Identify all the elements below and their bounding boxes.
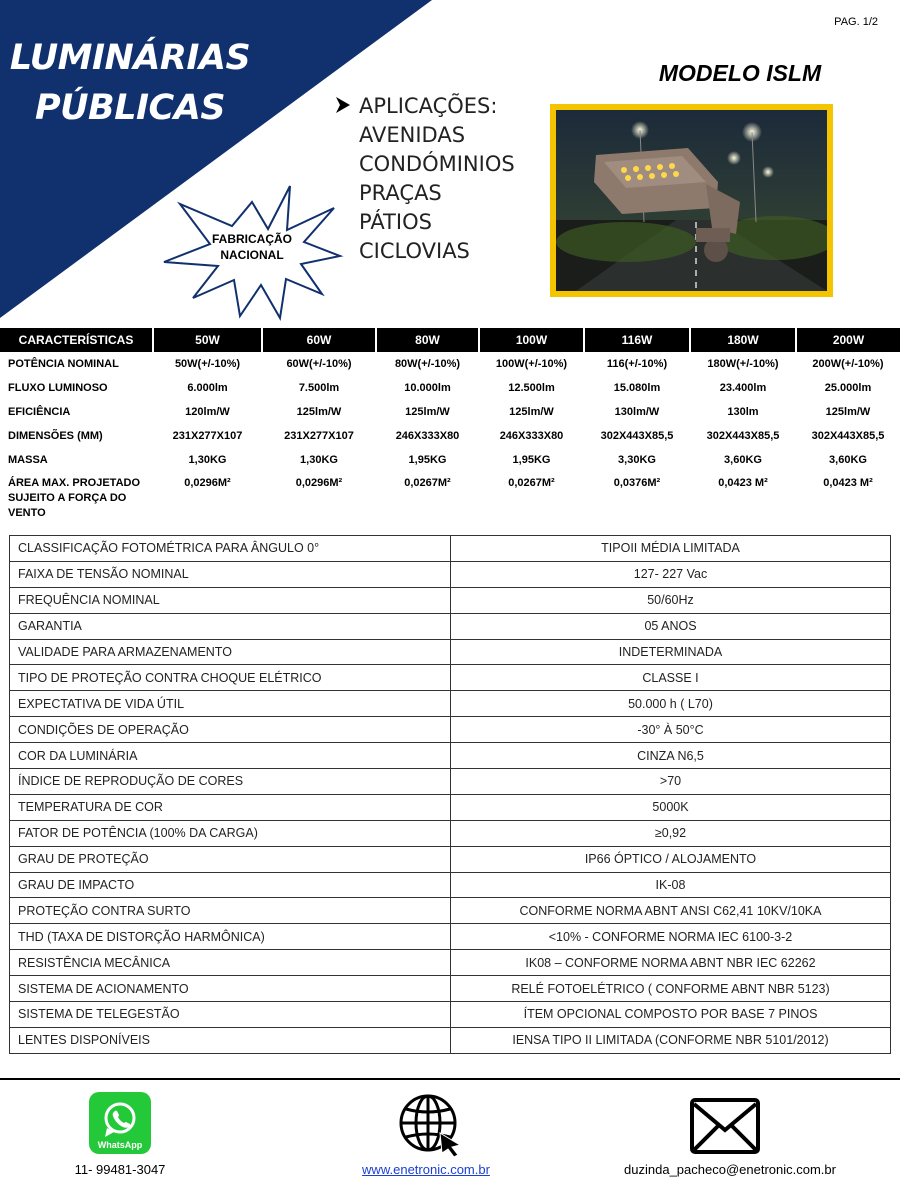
- detail-value: CINZA N6,5: [451, 743, 891, 769]
- row-label: DIMENSÕES (MM): [8, 430, 103, 442]
- column-header: 200W: [796, 328, 900, 352]
- table-row: [10, 587, 891, 613]
- table-cell: 302X443X85,5: [600, 430, 674, 442]
- page-title-line-2: PÚBLICAS: [34, 88, 226, 128]
- table-cell: 231X277X107: [284, 430, 354, 442]
- table-row: [10, 613, 891, 639]
- badge-text-line-1: FABRICAÇÃO: [212, 232, 292, 246]
- table-row: [10, 924, 891, 950]
- table-cell: 0,0296M²: [184, 477, 231, 489]
- detail-value: 05 ANOS: [451, 613, 891, 639]
- detail-label: SISTEMA DE ACIONAMENTO: [10, 976, 451, 1002]
- column-header: 80W: [376, 328, 479, 352]
- table-row: [10, 691, 891, 717]
- detail-value: ÍTEM OPCIONAL COMPOSTO POR BASE 7 PINOS: [451, 1002, 891, 1028]
- table-cell: 302X443X85,5: [706, 430, 780, 442]
- detail-value: ≥0,92: [451, 820, 891, 846]
- detail-label: RESISTÊNCIA MECÂNICA: [10, 950, 451, 976]
- detail-label: CLASSIFICAÇÃO FOTOMÉTRICA PARA ÂNGULO 0°: [10, 536, 451, 562]
- page-title-line-1: LUMINÁRIAS: [9, 38, 251, 78]
- detail-label: LENTES DISPONÍVEIS: [10, 1027, 451, 1053]
- detail-label: COR DA LUMINÁRIA: [10, 743, 451, 769]
- table-row: [10, 1027, 891, 1053]
- detail-label: GARANTIA: [10, 613, 451, 639]
- column-header: 60W: [262, 328, 376, 352]
- detail-label: EXPECTATIVA DE VIDA ÚTIL: [10, 691, 451, 717]
- detail-label: GRAU DE PROTEÇÃO: [10, 846, 451, 872]
- column-header: 180W: [690, 328, 796, 352]
- table-cell: 3,30KG: [618, 454, 656, 466]
- table-row: [10, 1002, 891, 1028]
- detail-value: IENSA TIPO II LIMITADA (CONFORME NBR 5101/2012): [451, 1027, 891, 1053]
- table-row: [10, 976, 891, 1002]
- table-cell: 0,0267M²: [404, 477, 451, 489]
- detail-label: VALIDADE PARA ARMAZENAMENTO: [10, 639, 451, 665]
- table-row: [10, 536, 891, 562]
- street-light-photo-illustration: [556, 110, 827, 291]
- table-row: [0, 472, 900, 524]
- table-row: [0, 376, 900, 400]
- table-cell: 0,0296M²: [295, 477, 343, 489]
- detail-value: TIPOII MÉDIA LIMITADA: [451, 536, 891, 562]
- table-cell: 50W(+/-10%): [174, 358, 241, 370]
- table-cell: 6.000lm: [187, 382, 228, 394]
- detail-label: SISTEMA DE TELEGESTÃO: [10, 1002, 451, 1028]
- table-cell: 0,0267M²: [508, 477, 555, 489]
- table-cell: 180W(+/-10%): [707, 358, 779, 370]
- applications-label: APLICAÇÕES:: [359, 94, 498, 118]
- detail-label: TIPO DE PROTEÇÃO CONTRA CHOQUE ELÉTRICO: [10, 665, 451, 691]
- table-cell: 1,95KG: [512, 454, 551, 466]
- table-cell: 0,0423 M²: [718, 477, 768, 489]
- table-cell: 125lm/W: [509, 406, 554, 418]
- detail-value: RELÉ FOTOELÉTRICO ( CONFORME ABNT NBR 5123): [451, 976, 891, 1002]
- table-cell: 120lm/W: [185, 406, 230, 418]
- footer-divider: [0, 1078, 900, 1080]
- row-label: FLUXO LUMINOSO: [8, 382, 108, 394]
- table-row: [10, 794, 891, 820]
- detail-label: FATOR DE POTÊNCIA (100% DA CARGA): [10, 820, 451, 846]
- table-cell: 302X443X85,5: [811, 430, 885, 442]
- page-number: PAG. 1/2: [834, 16, 878, 28]
- phone-number: 11- 99481-3047: [74, 1162, 166, 1177]
- table-cell: 1,95KG: [408, 454, 447, 466]
- column-header: CARACTERÍSTICAS: [0, 328, 153, 352]
- detail-label: ÍNDICE DE REPRODUÇÃO DE CORES: [10, 769, 451, 795]
- table-cell: 80W(+/-10%): [394, 358, 461, 370]
- table-cell: 125lm/W: [296, 406, 342, 418]
- application-item: PÁTIOS: [359, 210, 432, 234]
- detail-value: 50/60Hz: [451, 587, 891, 613]
- table-header-row: [0, 328, 900, 352]
- details-table: [9, 535, 891, 1054]
- detail-value: -30° À 50°C: [451, 717, 891, 743]
- detail-label: FAIXA DE TENSÃO NOMINAL: [10, 561, 451, 587]
- column-header: 50W: [153, 328, 262, 352]
- table-cell: 0,0423 M²: [823, 477, 873, 489]
- email-address[interactable]: duzinda_pacheco@enetronic.com.br: [624, 1162, 836, 1177]
- detail-label: GRAU DE IMPACTO: [10, 872, 451, 898]
- table-cell: 7.500lm: [298, 382, 340, 394]
- table-cell: 246X333X80: [395, 430, 460, 442]
- detail-value: <10% - CONFORME NORMA IEC 6100-3-2: [451, 924, 891, 950]
- row-label: POTÊNCIA NOMINAL: [8, 358, 119, 370]
- application-item: CICLOVIAS: [359, 239, 470, 263]
- row-label: MASSA: [8, 454, 48, 466]
- table-cell: 23.400lm: [719, 382, 767, 394]
- application-item: CONDÓMINIOS: [359, 152, 515, 176]
- table-row: [10, 872, 891, 898]
- detail-value: >70: [451, 769, 891, 795]
- detail-label: FREQUÊNCIA NOMINAL: [10, 587, 451, 613]
- whatsapp-label: WhatsApp: [97, 1140, 143, 1150]
- detail-label: THD (TAXA DE DISTORÇÃO HARMÔNICA): [10, 924, 451, 950]
- row-label: EFICIÊNCIA: [8, 406, 71, 418]
- table-cell: 125lm/W: [405, 406, 450, 418]
- whatsapp-icon[interactable]: [89, 1092, 151, 1154]
- detail-value: CLASSE I: [451, 665, 891, 691]
- table-row: [0, 424, 900, 448]
- table-cell: 3,60KG: [829, 454, 867, 466]
- table-row: [0, 448, 900, 472]
- product-photo: [550, 104, 833, 297]
- table-cell: 1,30KG: [300, 454, 338, 466]
- application-item: PRAÇAS: [359, 181, 442, 205]
- detail-label: PROTEÇÃO CONTRA SURTO: [10, 898, 451, 924]
- table-cell: 116(+/-10%): [606, 358, 668, 370]
- detail-value: IK08 – CONFORME NORMA ABNT NBR IEC 62262: [451, 950, 891, 976]
- detail-label: CONDIÇÕES DE OPERAÇÃO: [10, 717, 451, 743]
- table-cell: 246X333X80: [499, 430, 564, 442]
- table-cell: 10.000lm: [404, 382, 451, 394]
- table-cell: 25.000lm: [824, 382, 872, 394]
- table-row: [10, 820, 891, 846]
- website-link[interactable]: www.enetronic.com.br: [362, 1162, 490, 1177]
- table-row: [10, 846, 891, 872]
- table-cell: 1,30KG: [188, 454, 227, 466]
- table-row: [0, 400, 900, 424]
- table-row: [10, 561, 891, 587]
- column-header: 116W: [584, 328, 690, 352]
- mail-icon[interactable]: [690, 1098, 760, 1154]
- detail-value: 5000K: [451, 794, 891, 820]
- table-row: [10, 717, 891, 743]
- detail-value: CONFORME NORMA ABNT ANSI C62,41 10KV/10KA: [451, 898, 891, 924]
- table-cell: 60W(+/-10%): [286, 358, 352, 370]
- arrow-bullet-icon: [336, 97, 354, 116]
- detail-value: IP66 ÓPTICO / ALOJAMENTO: [451, 846, 891, 872]
- detail-value: 50.000 h ( L70): [451, 691, 891, 717]
- table-cell: 3,60KG: [724, 454, 762, 466]
- detail-label: TEMPERATURA DE COR: [10, 794, 451, 820]
- table-row: [10, 665, 891, 691]
- table-cell: 130lm/W: [614, 406, 660, 418]
- globe-icon[interactable]: [398, 1093, 464, 1159]
- application-item: AVENIDAS: [359, 123, 466, 147]
- applications-list: [336, 92, 515, 266]
- model-title: MODELO ISLM: [658, 60, 822, 86]
- table-row: [10, 898, 891, 924]
- table-cell: 231X277X107: [172, 430, 243, 442]
- detail-value: IK-08: [451, 872, 891, 898]
- table-cell: 200W(+/-10%): [812, 358, 884, 370]
- row-label: ÁREA MAX. PROJETADO SUJEITO A FORÇA DO VENTO: [8, 477, 141, 519]
- detail-value: INDETERMINADA: [451, 639, 891, 665]
- table-row: [0, 352, 900, 376]
- table-cell: 130lm: [727, 406, 759, 418]
- table-row: [10, 950, 891, 976]
- detail-value: 127- 227 Vac: [451, 561, 891, 587]
- characteristics-table: [0, 328, 900, 524]
- table-cell: 100W(+/-10%): [495, 358, 568, 370]
- column-header: 100W: [479, 328, 584, 352]
- table-cell: 125lm/W: [825, 406, 871, 418]
- badge-text-line-2: NACIONAL: [220, 248, 284, 262]
- table-row: [10, 639, 891, 665]
- table-row: [10, 743, 891, 769]
- table-cell: 12.500lm: [508, 382, 555, 394]
- table-row: [10, 769, 891, 795]
- table-cell: 0,0376M²: [613, 477, 661, 489]
- table-cell: 15.080lm: [613, 382, 661, 394]
